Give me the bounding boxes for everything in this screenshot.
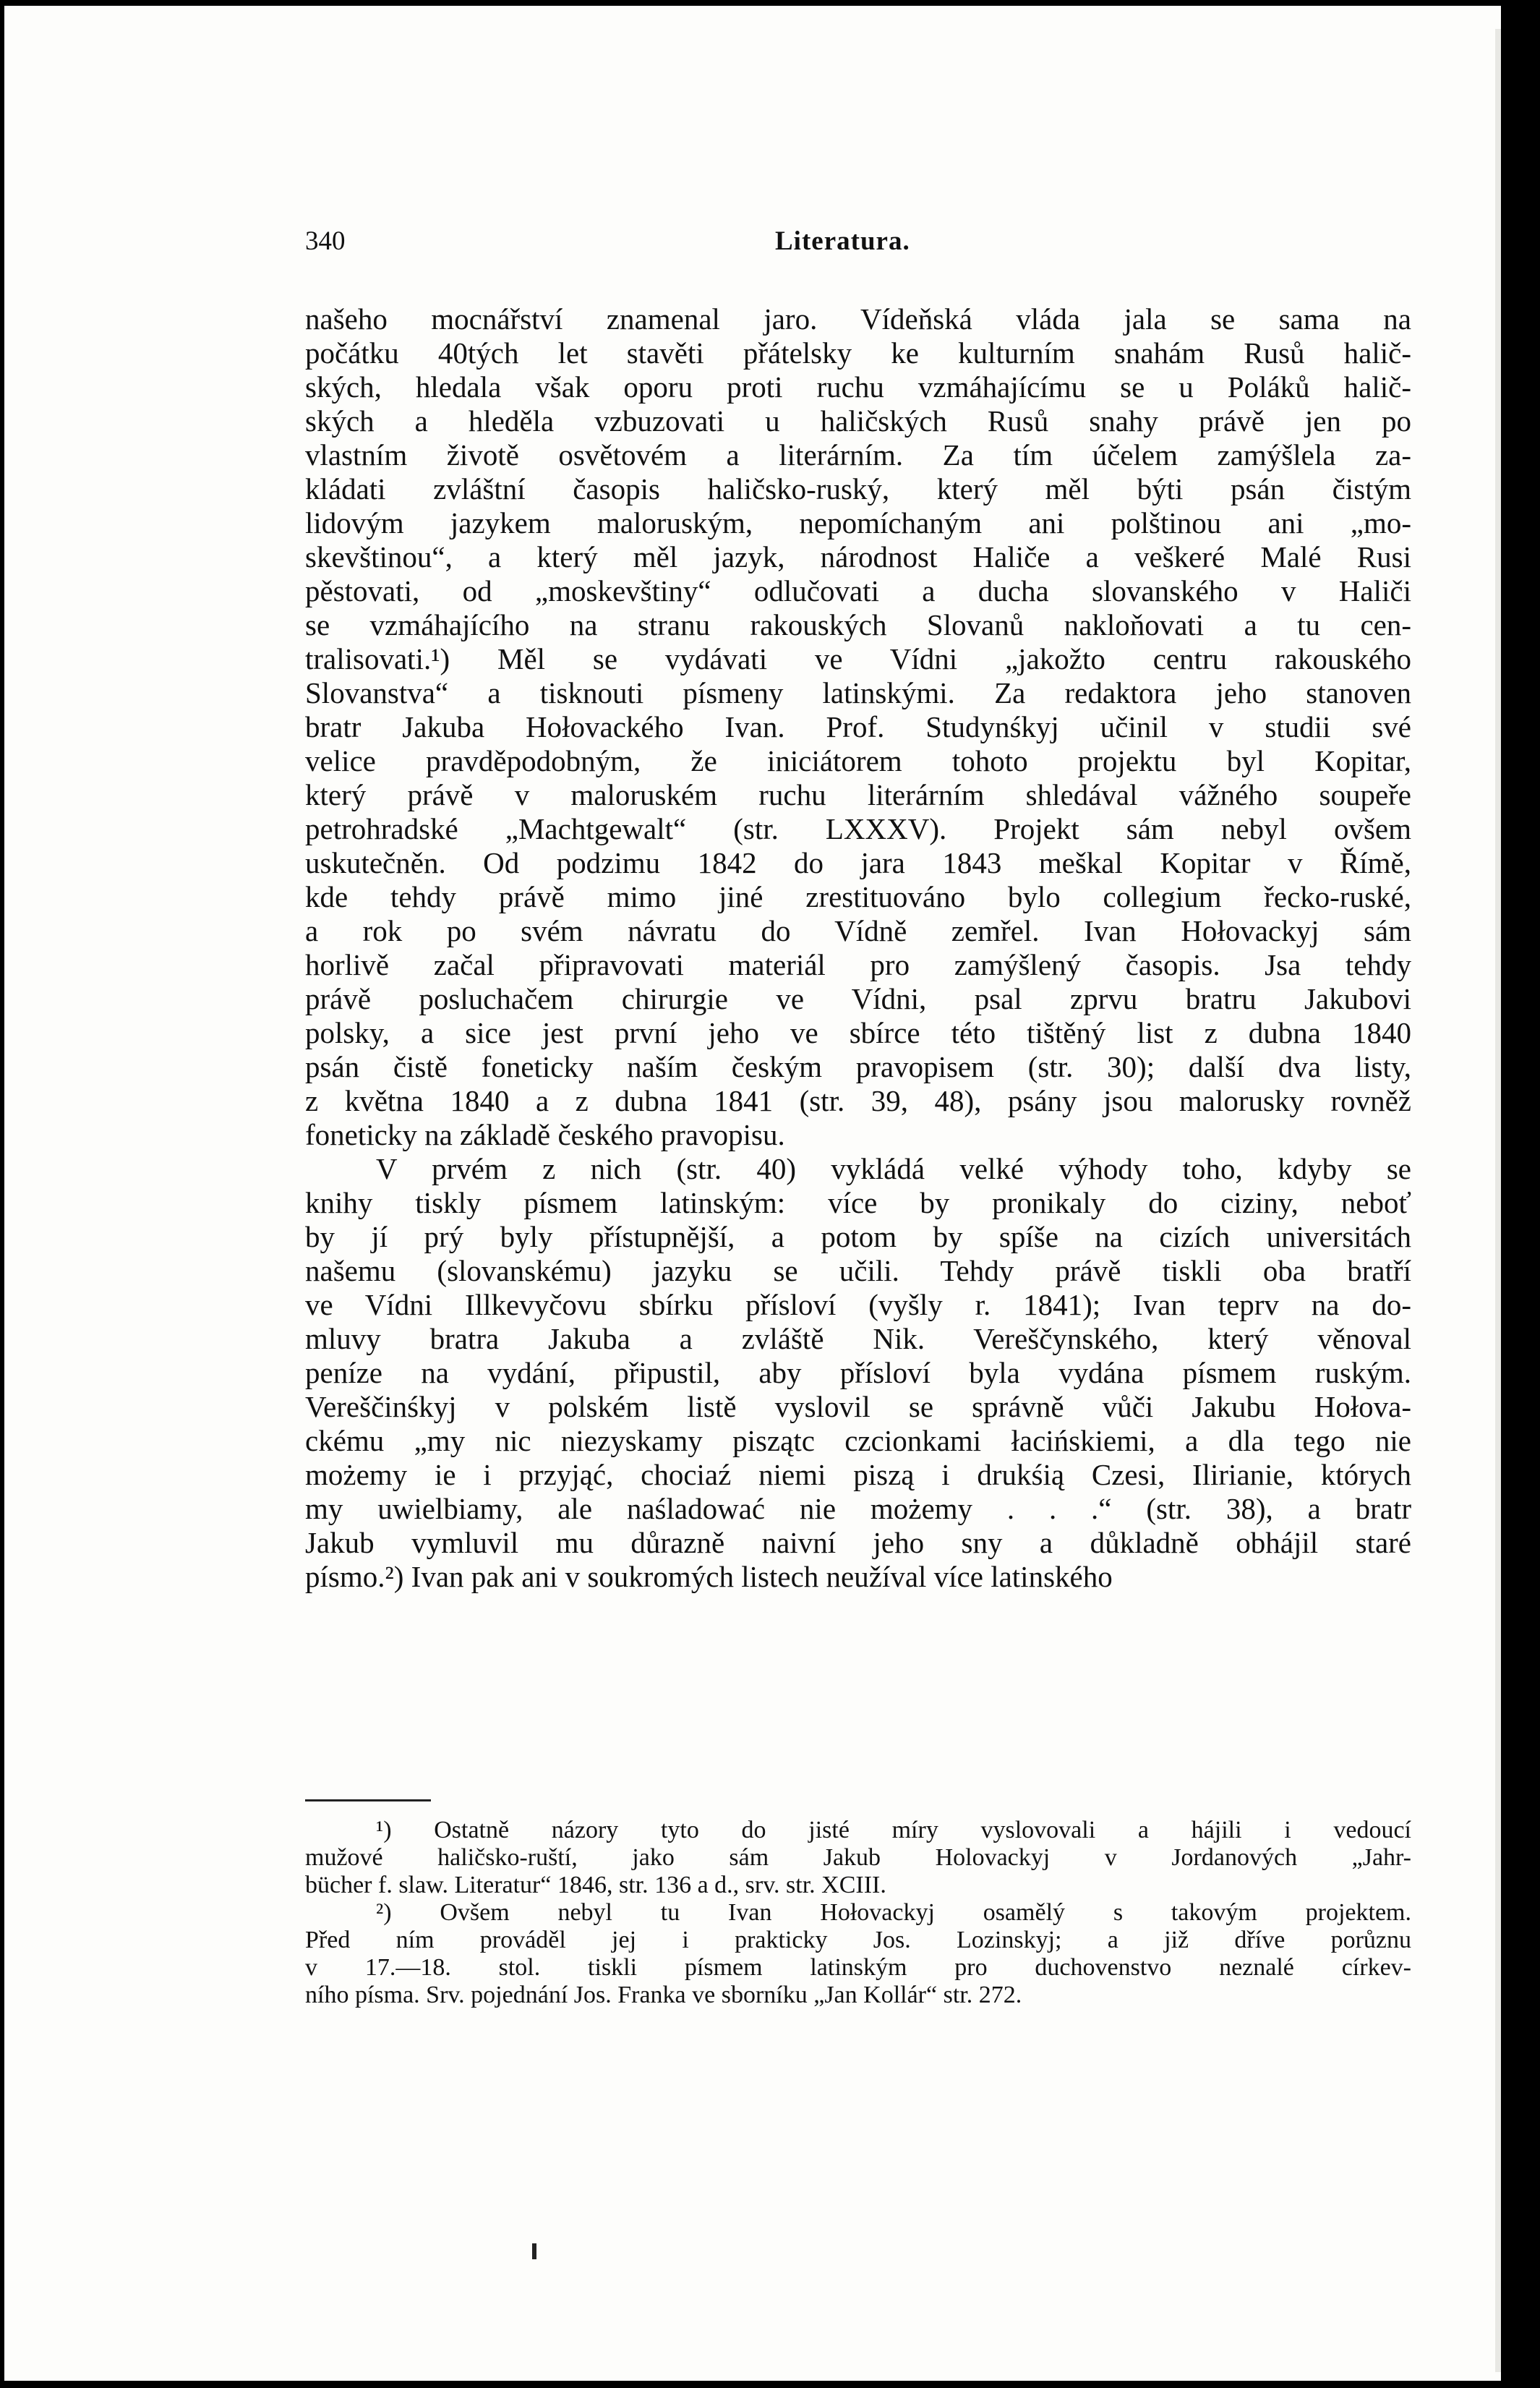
main-text	[305, 302, 1411, 1594]
text-line: Vereščinśkyj v polském listě vyslovil se správně vůči Jakubu Hołova-	[305, 1390, 1411, 1423]
text-line: uskutečněn. Od podzimu 1842 do jara 1843 meškal Kopitar v Římě,	[305, 846, 1411, 879]
text-line: by jí prý byly přístupnější, a potom by spíše na cizích universitách	[305, 1220, 1411, 1253]
text-line: který právě v maloruském ruchu literárním shledával vážného soupeře	[305, 778, 1411, 811]
text-line: pěstovati, od „moskevštiny“ odlučovati a ducha slovanského v Haliči	[305, 574, 1411, 607]
footnote-1	[305, 1817, 1411, 1899]
footnote-line: bücher f. slaw. Literatur“ 1846, str. 136 a d., srv. str. XCIII.	[305, 1872, 886, 1898]
footnote-line: ¹) Ostatně názory tyto do jisté míry vyslovovali a hájili i vedoucí	[376, 1817, 1411, 1843]
text-line: my uwielbiamy, ale naśladować nie możemy . . .“ (str. 38), a bratr	[305, 1492, 1411, 1525]
footnote-line: mužové haličsko-ruští, jako sám Jakub Holovackyj v Jordanových „Jahr-	[305, 1844, 1411, 1871]
text-line: kládati zvláštní časopis haličsko-ruský, který měl býti psán čistým	[305, 472, 1411, 506]
footnote-line: ²) Ovšem nebyl tu Ivan Hołovackyj osamělý s takovým projektem.	[376, 1899, 1411, 1926]
text-line: se vzmáhajícího na stranu rakouských Slovanů nakloňovati a tu cen-	[305, 608, 1411, 641]
page-header	[305, 226, 1411, 262]
text-line: Slovanstva“ a tisknouti písmeny latinskými. Za redaktora jeho stanoven	[305, 676, 1411, 709]
footnote-line: v 17.—18. stol. tiskli písmem latinským pro duchovenstvo neznalé církev-	[305, 1954, 1411, 1981]
text-line: peníze na vydání, připustil, aby přísloví byla vydána písmem ruským.	[305, 1356, 1411, 1389]
page-number: 340	[305, 226, 346, 256]
text-line: ských, hledala však oporu proti ruchu vzmáhajícímu se u Poláků halič-	[305, 370, 1411, 404]
scan-speck	[532, 2243, 536, 2259]
footnote-2	[305, 1899, 1411, 2009]
footnote-line: Před ním prováděl jej i prakticky Jos. Lozinskyj; a již dříve porůznu	[305, 1927, 1411, 1953]
text-line: psán čistě foneticky naším českým pravopisem (str. 30); další dva listy,	[305, 1050, 1411, 1083]
text-line: knihy tiskly písmem latinským: více by pronikaly do ciziny, neboť	[305, 1186, 1411, 1219]
text-line: ve Vídni Illkevyčovu sbírku přísloví (vyšly r. 1841); Ivan teprv na do-	[305, 1288, 1411, 1321]
text-line: skevštinou“, a který měl jazyk, národnost Haliče a veškeré Malé Rusi	[305, 540, 1411, 573]
text-line: foneticky na základě českého pravopisu.	[305, 1118, 785, 1151]
text-line: vlastním životě osvětovém a literárním. Za tím účelem zamýšlela za-	[305, 438, 1411, 472]
footnote-separator	[305, 1799, 431, 1801]
text-line: Jakub vymluvil mu důrazně naivní jeho sny a důkladně obhájil staré	[305, 1526, 1411, 1559]
running-title: Literatura.	[775, 226, 910, 256]
text-line: počátku 40tých let stavěti přátelsky ke kulturním snahám Rusů halič-	[305, 336, 1411, 370]
footnote-line: ního písma. Srv. pojednání Jos. Franka ve sborníku „Jan Kollár“ str. 272.	[305, 1982, 1022, 2008]
text-line: horlivě začal připravovati materiál pro zamýšlený časopis. Jsa tehdy	[305, 948, 1411, 981]
text-line: ských a hleděla vzbuzovati u haličských Rusů snahy právě jen po	[305, 404, 1411, 438]
paragraph-1	[305, 302, 1411, 1152]
scan-border	[1501, 0, 1540, 2388]
text-line: polsky, a sice jest první jeho ve sbírce této tištěný list z dubna 1840	[305, 1016, 1411, 1049]
text-line: możemy ie i przyjąć, chociaź niemi piszą i drukśią Czesi, Ilirianie, których	[305, 1458, 1411, 1491]
text-line: a rok po svém návratu do Vídně zemřel. Ivan Hołovackyj sám	[305, 914, 1411, 947]
text-line: petrohradské „Machtgewalt“ (str. LXXXV). Projekt sám nebyl ovšem	[305, 812, 1411, 845]
footnotes	[305, 1817, 1411, 2009]
text-line: velice pravděpodobným, že iniciátorem tohoto projektu byl Kopitar,	[305, 744, 1411, 777]
text-line: tralisovati.¹) Měl se vydávati ve Vídni „jakožto centru rakouského	[305, 642, 1411, 675]
text-line: bratr Jakuba Hołovackého Ivan. Prof. Studynśkyj učinil v studii své	[305, 710, 1411, 743]
text-line: kde tehdy právě mimo jiné zrestituováno bylo collegium řecko-ruské,	[305, 880, 1411, 913]
text-line: mluvy bratra Jakuba a zvláště Nik. Vereščynského, který věnoval	[305, 1322, 1411, 1355]
text-line: našemu (slovanskému) jazyku se učili. Tehdy právě tiskli oba bratří	[305, 1254, 1411, 1287]
text-line: písmo.²) Ivan pak ani v soukromých listech neužíval více latinského	[305, 1560, 1113, 1593]
paragraph-2	[305, 1152, 1411, 1594]
text-line: právě posluchačem chirurgie ve Vídni, psal zprvu bratru Jakubovi	[305, 982, 1411, 1015]
text-line: našeho mocnářství znamenal jaro. Vídeňská vláda jala se sama na	[305, 302, 1411, 336]
text-line: z května 1840 a z dubna 1841 (str. 39, 48), psány jsou malorusky rovněž	[305, 1084, 1411, 1117]
text-line: ckému „my nic niezyskamy piszątc czcionkami łacińskiemi, a dla tego nie	[305, 1424, 1411, 1457]
text-line: V prvém z nich (str. 40) vykládá velké výhody toho, kdyby se	[376, 1152, 1411, 1185]
text-line: lidovým jazykem maloruským, nepomíchaným ani polštinou ani „mo-	[305, 506, 1411, 540]
